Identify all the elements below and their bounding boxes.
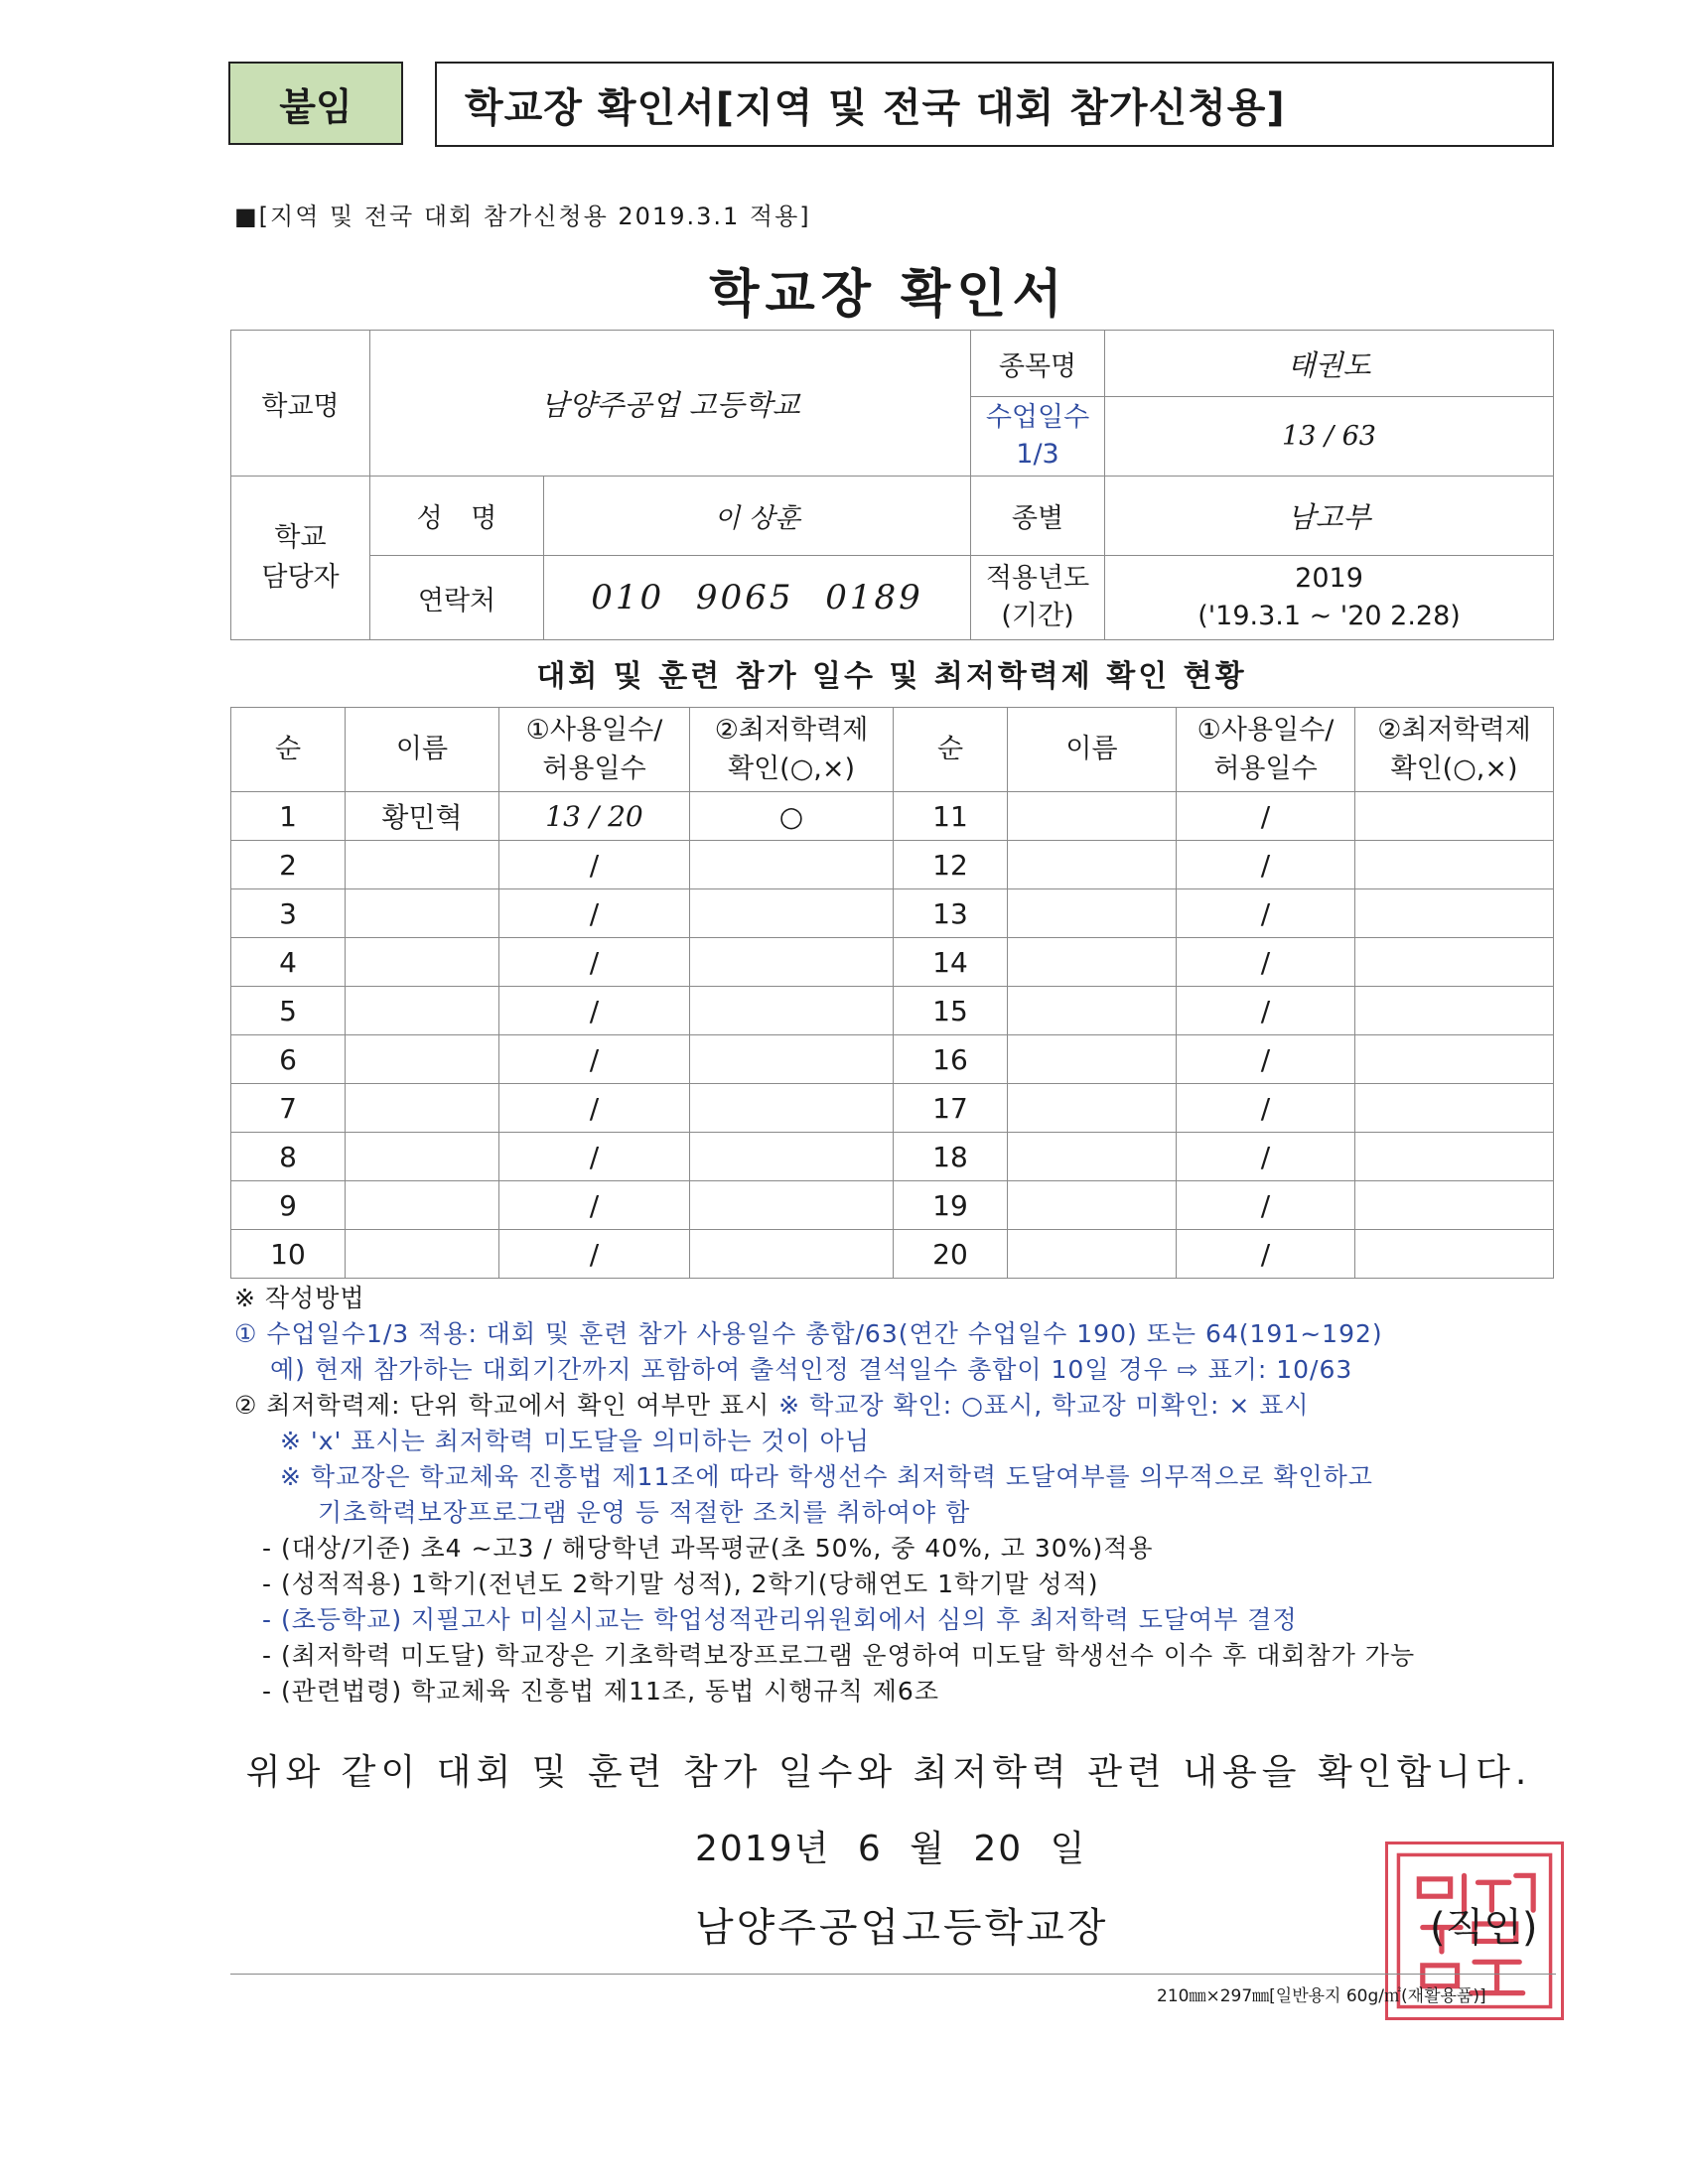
row-check: ○ [690,792,894,841]
class-days-label-line1: 수업일수 [985,402,1090,434]
row-days: / [1177,1230,1355,1279]
row-no: 6 [231,1035,346,1084]
row-check [690,1181,894,1230]
row-check [1355,1035,1554,1084]
table-row [231,938,1554,987]
row-check [1355,987,1554,1035]
row-name [346,889,499,938]
row-check [1355,792,1554,841]
table-row [231,1084,1554,1133]
row-name [1008,841,1177,889]
row-days: / [499,987,690,1035]
school-info-table [230,330,1554,640]
document-header [228,62,1554,147]
attachment-tag: 붙임 [228,62,403,145]
instructions [234,1281,1565,1709]
row-days: / [1177,792,1355,841]
col-header-days-right [1177,708,1355,792]
row-no: 10 [231,1230,346,1279]
sport-value: 태권도 [1105,331,1554,397]
row-no: 8 [231,1133,346,1181]
row-days: / [499,1035,690,1084]
row-days: / [1177,938,1355,987]
row-name [1008,792,1177,841]
table-row [231,1181,1554,1230]
instruction-line-3a: ② 최저학력제: 단위 학교에서 확인 여부만 표시 [234,1391,779,1420]
row-no: 11 [894,792,1008,841]
col-header-days-line1: ①사용일수/ [525,714,663,746]
row-name [1008,1230,1177,1279]
form-version-note: ■[지역 및 전국 대회 참가신청용 2019.3.1 적용] [234,203,811,230]
row-no: 2 [231,841,346,889]
issue-date: 2019년 6 월 20 일 [695,1829,1087,1869]
row-name [1008,1035,1177,1084]
col-header-no-right: 순 [894,708,1008,792]
instructions-heading: ※ 작성방법 [234,1284,365,1312]
instruction-line-7: - (대상/기준) 초4 ~고3 / 해당학년 과목평균(초 50%, 중 40%, 고 30%)적용 [262,1534,1154,1563]
row-name [346,1035,499,1084]
bottom-divider [230,1974,1556,1975]
table-row [231,987,1554,1035]
participation-table [230,707,1554,1279]
year-label-line1: 적용년도 [985,563,1090,595]
col-header-check [690,708,894,792]
row-check [1355,1133,1554,1181]
division-label: 종별 [971,477,1105,556]
row-no: 14 [894,938,1008,987]
row-no: 1 [231,792,346,841]
table-row [231,889,1554,938]
row-days: / [499,889,690,938]
row-name [346,987,499,1035]
manager-name-value: 이 상훈 [544,477,971,556]
row-name [346,1084,499,1133]
table-row [231,841,1554,889]
row-name [1008,1084,1177,1133]
table-row [231,792,1554,841]
row-check [690,889,894,938]
row-no: 20 [894,1230,1008,1279]
class-days-label [971,397,1105,477]
row-days: / [1177,889,1355,938]
row-days: / [1177,841,1355,889]
row-days: / [1177,1035,1355,1084]
manager-label-line1: 학교 [274,521,327,553]
row-check [690,1133,894,1181]
class-days-value: 13 / 63 [1105,397,1554,477]
row-check [1355,1084,1554,1133]
row-name [346,1181,499,1230]
instruction-line-6: 기초학력보장프로그램 운영 등 적절한 조치를 취하여야 함 [318,1498,971,1527]
row-check [1355,1230,1554,1279]
row-name [1008,1181,1177,1230]
table-row [231,1133,1554,1181]
row-check [690,1035,894,1084]
row-name [346,1133,499,1181]
row-no: 15 [894,987,1008,1035]
period-value: ('19.3.1 ~ '20 2.28) [1197,601,1461,631]
year-value-cell [1105,556,1554,640]
col-header-days [499,708,690,792]
row-check [690,841,894,889]
sport-label: 종목명 [971,331,1105,397]
col-header-check-line1: ②최저학력제 [714,714,869,746]
row-days: / [1177,1181,1355,1230]
confirmation-statement: 위와 같이 대회 및 훈련 참가 일수와 최저학력 관련 내용을 확인합니다. [245,1752,1532,1793]
section-title: 대회 및 훈련 참가 일수 및 최저학력제 확인 현황 [536,659,1247,694]
row-no: 4 [231,938,346,987]
manager-name-label: 성 명 [370,477,544,556]
page-title: 학교장 확인서 [709,265,1068,325]
row-name [346,938,499,987]
instruction-line-10: - (최저학력 미도달) 학교장은 기초학력보장프로그램 운영하여 미도달 학생선수 이수 후 대회참가 가능 [262,1641,1416,1670]
row-check [690,1084,894,1133]
row-no: 12 [894,841,1008,889]
row-name [1008,889,1177,938]
row-no: 3 [231,889,346,938]
instruction-line-3 [234,1388,1565,1424]
col-header-days-right-line1: ①사용일수/ [1196,714,1335,746]
row-no: 17 [894,1084,1008,1133]
col-header-check-right-line2: 확인(○,×) [1390,753,1518,784]
instruction-line-8: - (성적적용) 1학기(전년도 2학기말 성적), 2학기(당해연도 1학기말 성적) [262,1570,1099,1598]
row-name [1008,938,1177,987]
row-days: / [1177,1084,1355,1133]
school-name-value: 남양주공업 고등학교 [370,331,971,477]
row-days: / [499,1084,690,1133]
contact-value: 010 9065 0189 [544,556,971,640]
row-no: 7 [231,1084,346,1133]
instruction-line-3b: ※ 학교장 확인: ○표시, 학교장 미확인: × 표시 [778,1391,1310,1420]
row-name [346,1230,499,1279]
instruction-line-5: ※ 학교장은 학교체육 진흥법 제11조에 따라 학생선수 최저학력 도달여부를 의무적으로 확인하고 [280,1462,1373,1491]
table-row [231,1035,1554,1084]
row-days: 13 / 20 [499,792,690,841]
row-no: 19 [894,1181,1008,1230]
instruction-line-9: - (초등학교) 지필고사 미실시교는 학업성적관리위원회에서 심의 후 최저학력 도달여부 결정 [262,1605,1298,1634]
manager-label-line2: 담당자 [261,562,340,593]
col-header-check-right-line1: ②최저학력제 [1377,714,1531,746]
row-days: / [1177,987,1355,1035]
paper-spec-note: 210㎜×297㎜[일반용지 60g/㎡(재활용품)] [1157,1986,1486,2006]
row-check [690,1230,894,1279]
year-label-line2: (기간) [1001,601,1074,631]
row-check [690,938,894,987]
row-no: 9 [231,1181,346,1230]
year-label [971,556,1105,640]
row-no: 13 [894,889,1008,938]
row-check [1355,841,1554,889]
col-header-days-line2: 허용일수 [542,753,646,784]
seal-label: (직인) [1430,1905,1538,1951]
manager-label [231,477,370,640]
row-check [1355,938,1554,987]
row-days: / [499,841,690,889]
header-title: 학교장 확인서[지역 및 전국 대회 참가신청용] [435,62,1554,147]
col-header-check-right [1355,708,1554,792]
row-days: / [1177,1133,1355,1181]
row-name [1008,1133,1177,1181]
contact-label: 연락처 [370,556,544,640]
row-check [690,987,894,1035]
col-header-days-right-line2: 허용일수 [1213,753,1318,784]
row-no: 18 [894,1133,1008,1181]
row-no: 5 [231,987,346,1035]
row-check [1355,1181,1554,1230]
row-name [1008,987,1177,1035]
row-check [1355,889,1554,938]
row-days: / [499,1181,690,1230]
row-no: 16 [894,1035,1008,1084]
instruction-line-2: 예) 현재 참가하는 대회기간까지 포함하여 출석인정 결석일수 총합이 10일 경우 ⇨ 표기: 10/63 [270,1355,1353,1384]
instruction-line-4: ※ 'x' 표시는 최저학력 미도달을 의미하는 것이 아님 [280,1427,870,1455]
class-days-label-line2: 1/3 [1016,438,1059,470]
row-name [346,841,499,889]
year-value: 2019 [1295,563,1363,595]
col-header-name: 이름 [346,708,499,792]
row-days: / [499,1230,690,1279]
row-name: 황민혁 [346,792,499,841]
col-header-name-right: 이름 [1008,708,1177,792]
instruction-line-1: ① 수업일수1/3 적용: 대회 및 훈련 참가 사용일수 총합/63(연간 수업일수 190) 또는 64(191~192) [234,1319,1383,1348]
col-header-no: 순 [231,708,346,792]
row-days: / [499,938,690,987]
principal-title: 남양주공업고등학교장 [695,1905,1109,1951]
school-name-label: 학교명 [231,331,370,477]
instruction-line-11: - (관련법령) 학교체육 진흥법 제11조, 동법 시행규칙 제6조 [262,1677,939,1706]
row-days: / [499,1133,690,1181]
division-value: 남고부 [1105,477,1554,556]
col-header-check-line2: 확인(○,×) [728,753,855,784]
table-row [231,1230,1554,1279]
